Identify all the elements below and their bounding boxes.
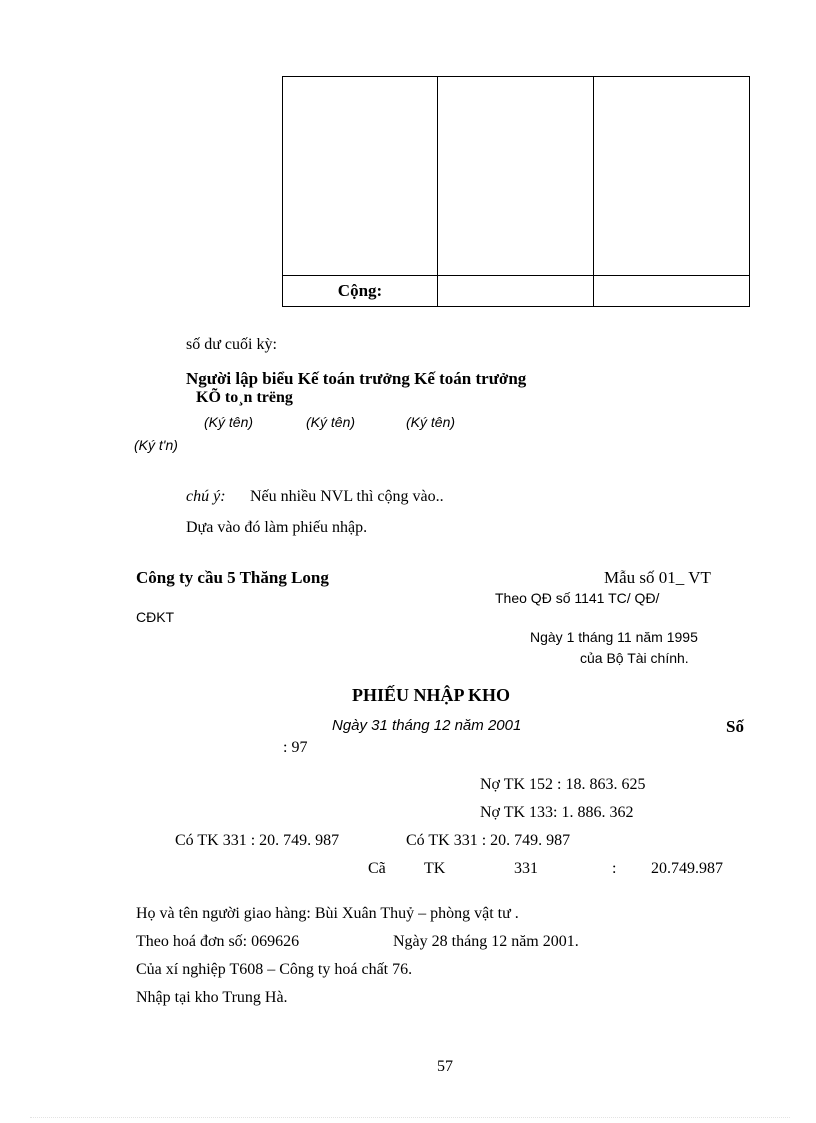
- table-cell: [594, 276, 750, 307]
- sign-label-4: (Ký t'n): [134, 437, 178, 453]
- form-number: Mẫu số 01_ VT: [604, 568, 711, 587]
- closing-balance: số dư cuối kỳ:: [186, 336, 277, 353]
- receipt-date: Ngày 31 tháng 12 năm 2001: [332, 717, 522, 734]
- total-label: Cộng:: [283, 276, 438, 307]
- table-body-row: [283, 77, 750, 276]
- note-label: chú ý:: [186, 488, 226, 505]
- summary-table: [282, 76, 750, 307]
- invoice-number: Theo hoá đơn số: 069626: [136, 933, 300, 950]
- deliverer: Họ và tên người giao hàng: Bùi Xuân Thuỷ – phòng vật tư .: [136, 905, 519, 922]
- decision-ref: Theo QĐ số 1141 TC/ QĐ/: [495, 590, 660, 606]
- receipt-number-value: : 97: [283, 739, 308, 756]
- table-cell: [594, 77, 750, 276]
- table-cell: [438, 276, 594, 307]
- credit-331-b: Có TK 331 : 20. 749. 987: [406, 832, 571, 849]
- signers-heading-garbled: KÕ to¸n trëng: [196, 389, 293, 406]
- credit-row-c4: :: [612, 860, 617, 877]
- dept-code: CĐKT: [136, 609, 175, 625]
- sign-label-2: (Ký tên): [306, 414, 356, 430]
- debit-152: Nợ TK 152 : 18. 863. 625: [480, 776, 646, 793]
- credit-331-a: Có TK 331 : 20. 749. 987: [175, 832, 340, 849]
- receipt-title: PHIẾU NHẬP KHO: [352, 685, 511, 705]
- note-text: Nếu nhiều NVL thì cộng vào..: [250, 488, 444, 505]
- table-cell: [438, 77, 594, 276]
- credit-row-c5: 20.749.987: [651, 860, 723, 877]
- table-cell: [283, 77, 438, 276]
- note-next: Dựa vào đó làm phiếu nhập.: [186, 519, 368, 536]
- company-name: Công ty cầu 5 Thăng Long: [136, 568, 329, 587]
- decision-date: Ngày 1 tháng 11 năm 1995: [530, 629, 698, 645]
- receipt-number-label: Số: [726, 717, 744, 736]
- signers-heading: Người lập biểu Kế toán trưởng Kế toán trưởng: [186, 369, 527, 388]
- page-number: 57: [437, 1058, 453, 1075]
- ministry: của Bộ Tài chính.: [580, 650, 689, 666]
- sign-label-1: (Ký tên): [204, 414, 254, 430]
- table-total-row: [283, 276, 750, 307]
- credit-row-c2: TK: [424, 860, 446, 877]
- page-bottom-divider: [30, 1117, 790, 1118]
- supplier: Của xí nghiệp T608 – Công ty hoá chất 76.: [136, 961, 413, 978]
- debit-133: Nợ TK 133: 1. 886. 362: [480, 804, 634, 821]
- invoice-date: Ngày 28 tháng 12 năm 2001.: [393, 933, 579, 950]
- credit-row-c3: 331: [514, 860, 538, 877]
- warehouse: Nhập tại kho Trung Hà.: [136, 989, 288, 1006]
- credit-row-c1: Cã: [368, 860, 386, 877]
- sign-label-3: (Ký tên): [406, 414, 456, 430]
